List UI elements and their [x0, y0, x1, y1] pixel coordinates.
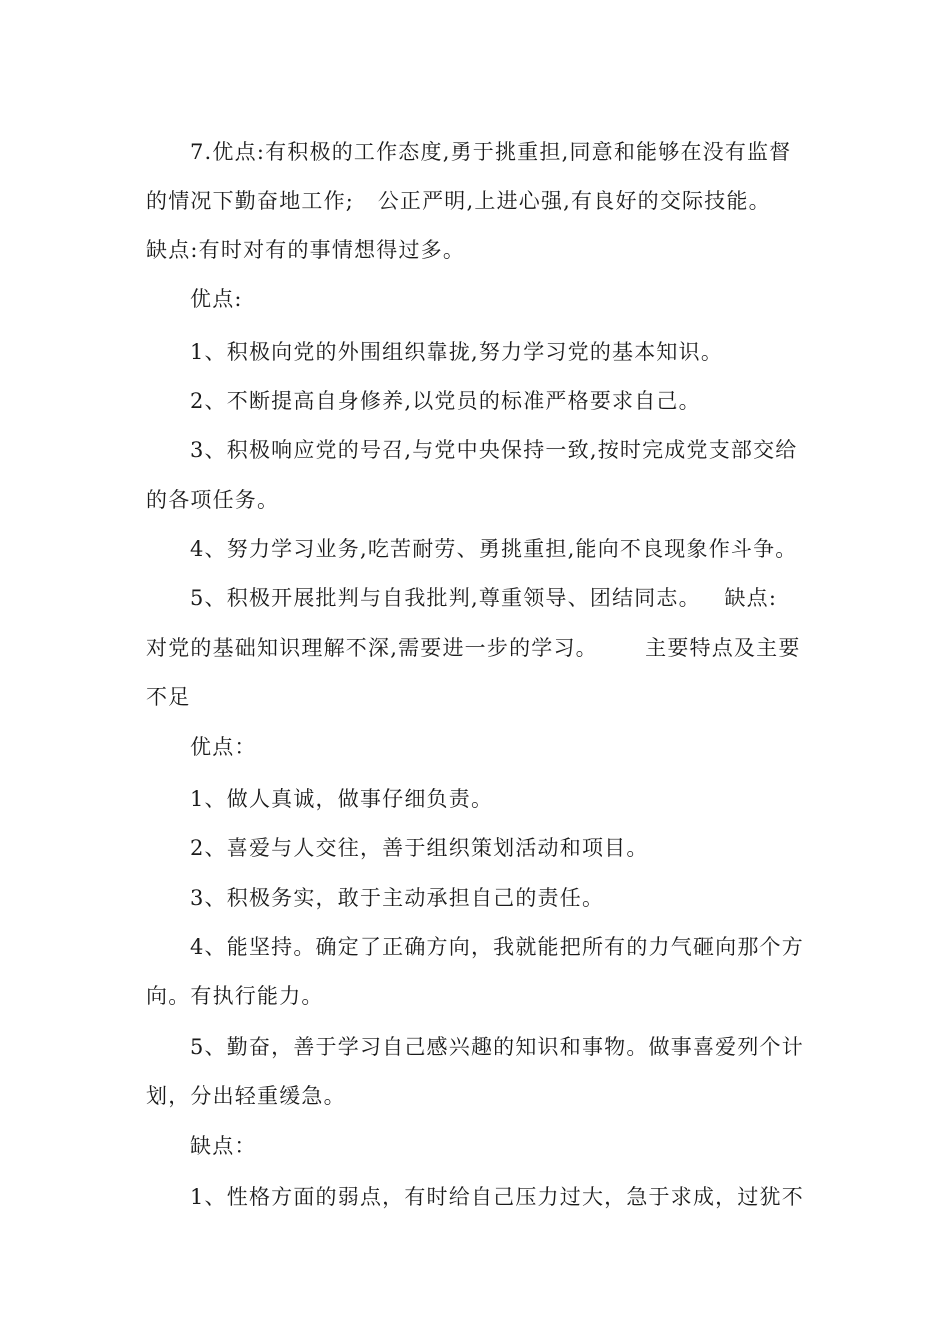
paragraph-line: 4、努力学习业务,吃苦耐劳、勇挑重担,能向不良现象作斗争。 — [190, 537, 798, 561]
paragraph-line: 的各项任务。 — [146, 488, 280, 512]
paragraph-line: 4、能坚持。确定了正确方向，我就能把所有的力气砸向那个方 — [190, 935, 804, 959]
paragraph-line: 2、喜爱与人交往，善于组织策划活动和项目。 — [190, 836, 649, 860]
paragraph-line: 3、积极响应党的号召,与党中央保持一致,按时完成党支部交给 — [190, 438, 798, 462]
paragraph-line: 1、做人真诚，做事仔细负责。 — [190, 787, 494, 811]
section-heading: 优点： — [190, 735, 257, 759]
paragraph-line: 划，分出轻重缓急。 — [146, 1084, 346, 1108]
paragraph-line: 5、勤奋，善于学习自己感兴趣的知识和事物。做事喜爱列个计 — [190, 1035, 804, 1059]
paragraph-line: 的情况下勤奋地工作; 公正严明,上进心强,有良好的交际技能。 — [146, 189, 771, 213]
paragraph-line: 5、积极开展批判与自我批判,尊重领导、团结同志。 缺点: — [190, 586, 778, 610]
paragraph-line: 优点: — [190, 287, 243, 311]
paragraph-line: 不足 — [146, 685, 191, 709]
paragraph-line: 对党的基础知识理解不深,需要进一步的学习。 主要特点及主要 — [146, 636, 801, 660]
paragraph-line: 3、积极务实，敢于主动承担自己的责任。 — [190, 886, 605, 910]
paragraph-line: 1、积极向党的外围组织靠拢,努力学习党的基本知识。 — [190, 340, 724, 364]
paragraph-line: 2、不断提高自身修养,以党员的标准严格要求自己。 — [190, 389, 701, 413]
paragraph-line: 1、性格方面的弱点，有时给自己压力过大，急于求成，过犹不 — [190, 1185, 804, 1209]
paragraph-line: 向。有执行能力。 — [146, 984, 324, 1008]
paragraph-line: 缺点:有时对有的事情想得过多。 — [146, 238, 466, 262]
section-heading: 缺点： — [190, 1134, 257, 1158]
paragraph-line: 7.优点:有积极的工作态度,勇于挑重担,同意和能够在没有监督 — [190, 140, 792, 164]
